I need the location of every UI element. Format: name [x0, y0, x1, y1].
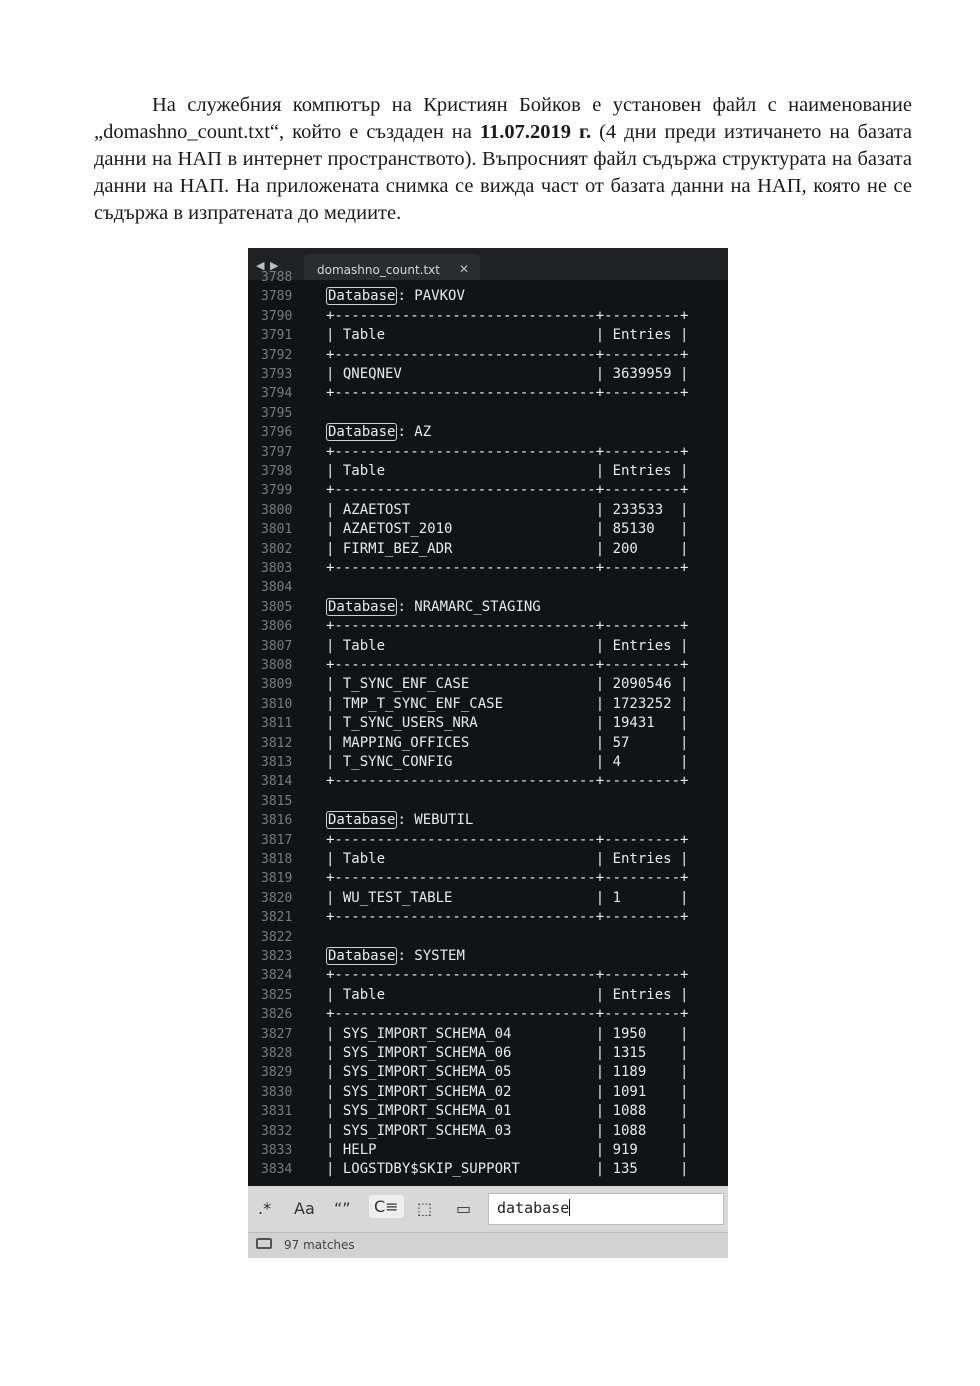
line-number: 3832: [261, 1123, 293, 1139]
editor-line: [248, 714, 728, 733]
editor-line: [248, 831, 728, 850]
line-number: 3822: [261, 929, 293, 945]
line-number: 3808: [261, 658, 293, 673]
tab-nav-arrows-icon[interactable]: ◀ ▶: [256, 259, 280, 272]
editor-line: [248, 869, 728, 888]
line-text: +-------------------------------+---------+: [326, 618, 689, 635]
editor-line: [248, 307, 728, 326]
line-number: 3791: [261, 328, 293, 344]
editor-line: [248, 520, 728, 539]
line-number: 3792: [261, 347, 293, 363]
line-number: 3825: [261, 987, 293, 1003]
in-selection-toggle-icon[interactable]: ⬚: [417, 1199, 433, 1218]
line-number: 3788: [261, 270, 293, 285]
editor-line: [248, 423, 728, 442]
editor-line: [248, 792, 728, 811]
line-number: 3818: [261, 852, 293, 867]
editor-line: [248, 1025, 728, 1044]
line-number: 3790: [261, 308, 293, 324]
line-text: | AZAETOST | 233533 |: [326, 501, 689, 518]
status-bar: [248, 1232, 728, 1258]
line-number: 3809: [261, 677, 293, 693]
search-match: Database: [328, 948, 396, 964]
line-number: 3799: [261, 483, 293, 499]
line-text: +-------------------------------+---------+: [326, 346, 689, 363]
editor-line: [248, 1160, 728, 1179]
editor-line: [248, 1005, 728, 1024]
editor-line: [248, 346, 728, 365]
line-text: | SYS_IMPORT_SCHEMA_06 | 1315 |: [326, 1045, 689, 1061]
line-text: +-------------------------------+---------+: [326, 909, 689, 926]
document-paragraph: [94, 92, 912, 227]
database-name: : NRAMARC_STAGING: [397, 598, 541, 615]
editor-line: [248, 617, 728, 636]
line-number: 3797: [261, 444, 293, 460]
line-number: 3794: [261, 386, 293, 402]
line-text: | AZAETOST_2010 | 85130 |: [326, 521, 689, 538]
panel-icon[interactable]: [256, 1238, 272, 1249]
editor-line: [248, 365, 728, 384]
line-number: 3815: [261, 793, 293, 809]
editor-line: [248, 772, 728, 791]
line-text: | SYS_IMPORT_SCHEMA_01 | 1088 |: [326, 1103, 689, 1120]
line-number: 3807: [261, 638, 293, 654]
editor-line: [248, 928, 728, 947]
search-match: Database: [328, 288, 396, 305]
search-match: Database: [328, 812, 396, 829]
line-number: 3806: [261, 619, 293, 635]
line-text: [326, 287, 465, 306]
editor-line: [248, 462, 728, 481]
line-number: 3828: [261, 1046, 293, 1061]
editor-line: [248, 326, 728, 345]
line-text: | T_SYNC_USERS_NRA | 19431 |: [326, 715, 689, 732]
database-name: : PAVKOV: [397, 288, 465, 305]
editor-line: [248, 559, 728, 578]
editor-line: [248, 598, 728, 617]
line-number: 3814: [261, 774, 293, 790]
line-text: | Table | Entries |: [326, 986, 689, 1003]
case-sensitive-toggle-icon[interactable]: Aa: [294, 1199, 315, 1218]
editor-line: [248, 1102, 728, 1121]
editor-line: [248, 1083, 728, 1102]
line-text: | Table | Entries |: [326, 637, 689, 654]
close-icon[interactable]: ✕: [459, 262, 470, 276]
line-number: 3805: [261, 599, 293, 615]
editor-line: [248, 889, 728, 908]
paragraph-text-part1: На служебния компютър на Кристиян Бойков е установен файл с наименование „domashno_count.txt“, който е създаден на: [94, 94, 912, 143]
editor-line: [248, 811, 728, 830]
line-number: 3833: [261, 1143, 293, 1158]
regex-toggle-icon[interactable]: .*: [258, 1199, 272, 1218]
search-match: Database: [328, 424, 396, 441]
line-number: 3834: [261, 1162, 293, 1178]
line-text: +-------------------------------+---------+: [326, 443, 689, 460]
editor-line: [248, 637, 728, 656]
line-text: | FIRMI_BEZ_ADR | 200 |: [326, 540, 689, 557]
wrap-toggle-icon[interactable]: C≡: [369, 1195, 404, 1218]
line-text: | HELP | 919 |: [326, 1142, 689, 1158]
line-text: +-------------------------------+---------+: [326, 773, 689, 790]
line-text: +-------------------------------+---------+: [326, 657, 689, 673]
line-text: [326, 947, 465, 966]
editor-line: [248, 404, 728, 423]
line-number: 3795: [261, 405, 293, 421]
line-text: | QNEQNEV | 3639959 |: [326, 366, 689, 382]
line-text: | SYS_IMPORT_SCHEMA_03 | 1088 |: [326, 1122, 689, 1139]
line-number: 3813: [261, 755, 293, 770]
line-number: 3819: [261, 871, 293, 887]
line-number: 3802: [261, 541, 293, 557]
line-number: 3821: [261, 910, 293, 926]
editor-line: [248, 540, 728, 559]
line-number: 3801: [261, 522, 293, 538]
line-text: | Table | Entries |: [326, 463, 689, 479]
editor-line: [248, 1044, 728, 1063]
highlight-matches-toggle-icon[interactable]: ▭: [456, 1199, 472, 1218]
line-text: | T_SYNC_CONFIG | 4 |: [326, 754, 689, 770]
line-text: +-------------------------------+---------+: [326, 967, 689, 984]
line-text: | SYS_IMPORT_SCHEMA_04 | 1950 |: [326, 1025, 689, 1042]
line-text: | T_SYNC_ENF_CASE | 2090546 |: [326, 676, 689, 693]
line-number: 3800: [261, 502, 293, 518]
editor-line: [248, 656, 728, 675]
editor-line: [248, 268, 728, 287]
line-text: +-------------------------------+---------+: [326, 560, 689, 576]
line-number: 3803: [261, 561, 293, 576]
editor-line: [248, 947, 728, 966]
line-number: 3812: [261, 735, 293, 751]
line-number: 3826: [261, 1007, 293, 1023]
find-bar: [248, 1186, 728, 1232]
editor-line: [248, 1122, 728, 1141]
whole-word-toggle-icon[interactable]: “”: [334, 1199, 351, 1218]
line-text: | Table | Entries |: [326, 327, 689, 344]
line-number: 3816: [261, 813, 293, 829]
line-text: +-------------------------------+---------+: [326, 870, 689, 887]
editor-line: [248, 1063, 728, 1082]
line-number: 3830: [261, 1084, 293, 1100]
editor-line: [248, 675, 728, 694]
line-number: 3811: [261, 716, 293, 732]
editor-line: [248, 501, 728, 520]
tab-filename: domashno_count.txt: [317, 263, 440, 277]
line-number: 3810: [261, 696, 293, 712]
match-count: 97 matches: [284, 1238, 355, 1252]
editor-line: [248, 287, 728, 306]
line-text: +-------------------------------+---------+: [326, 831, 689, 848]
line-text: +-------------------------------+---------+: [326, 1006, 689, 1023]
database-name: : AZ: [397, 424, 432, 441]
line-text: +-------------------------------+---------+: [326, 385, 689, 402]
line-number: 3829: [261, 1065, 293, 1081]
search-match: Database: [328, 598, 396, 615]
line-number: 3827: [261, 1026, 293, 1042]
editor-line: [248, 1141, 728, 1160]
line-text: +-------------------------------+---------+: [326, 307, 689, 324]
editor-line: [248, 443, 728, 462]
line-number: 3789: [261, 289, 293, 305]
line-text: [326, 811, 473, 830]
editor-line: [248, 850, 728, 869]
database-name: : WEBUTIL: [397, 812, 474, 829]
line-text: +-------------------------------+---------+: [326, 482, 689, 499]
line-number: 3804: [261, 580, 293, 596]
line-text: | SYS_IMPORT_SCHEMA_02 | 1091 |: [326, 1083, 689, 1100]
editor-line: [248, 695, 728, 714]
line-number: 3831: [261, 1104, 293, 1120]
line-text: | LOGSTDBY$SKIP_SUPPORT | 135 |: [326, 1161, 689, 1178]
editor-line: [248, 481, 728, 500]
editor-line: [248, 753, 728, 772]
database-name: : SYSTEM: [397, 948, 465, 964]
line-text: | WU_TEST_TABLE | 1 |: [326, 889, 689, 906]
line-number: 3796: [261, 425, 293, 441]
line-number: 3817: [261, 832, 293, 848]
editor-line: [248, 734, 728, 753]
editor-line: [248, 384, 728, 403]
line-text: | SYS_IMPORT_SCHEMA_05 | 1189 |: [326, 1064, 689, 1081]
editor-screenshot: [248, 248, 728, 1258]
find-query: database: [497, 1199, 570, 1217]
editor-line: [248, 986, 728, 1005]
editor-line: [248, 966, 728, 985]
line-text: [326, 598, 541, 617]
line-number: 3793: [261, 367, 293, 382]
line-text: | MAPPING_OFFICES | 57 |: [326, 734, 689, 751]
line-text: | Table | Entries |: [326, 851, 689, 867]
line-number: 3823: [261, 949, 293, 964]
line-text: | TMP_T_SYNC_ENF_CASE | 1723252 |: [326, 695, 689, 712]
editor-line: [248, 578, 728, 597]
line-text: [326, 423, 431, 442]
line-number: 3820: [261, 890, 293, 906]
find-input[interactable]: [488, 1193, 724, 1225]
editor-line: [248, 908, 728, 927]
paragraph-date: 11.07.2019 г.: [479, 121, 592, 143]
line-number: 3824: [261, 968, 293, 984]
line-number: 3798: [261, 464, 293, 479]
paragraph-text-part2: (4 дни преди изтичането на базата данни на НАП в интернет пространството). Въпросният файл съдържа структурата на базата данни на НАП. На приложената снимка се вижда част от базата данни на НАП, която не се съдържа в изпратената до медиите.: [94, 121, 912, 224]
